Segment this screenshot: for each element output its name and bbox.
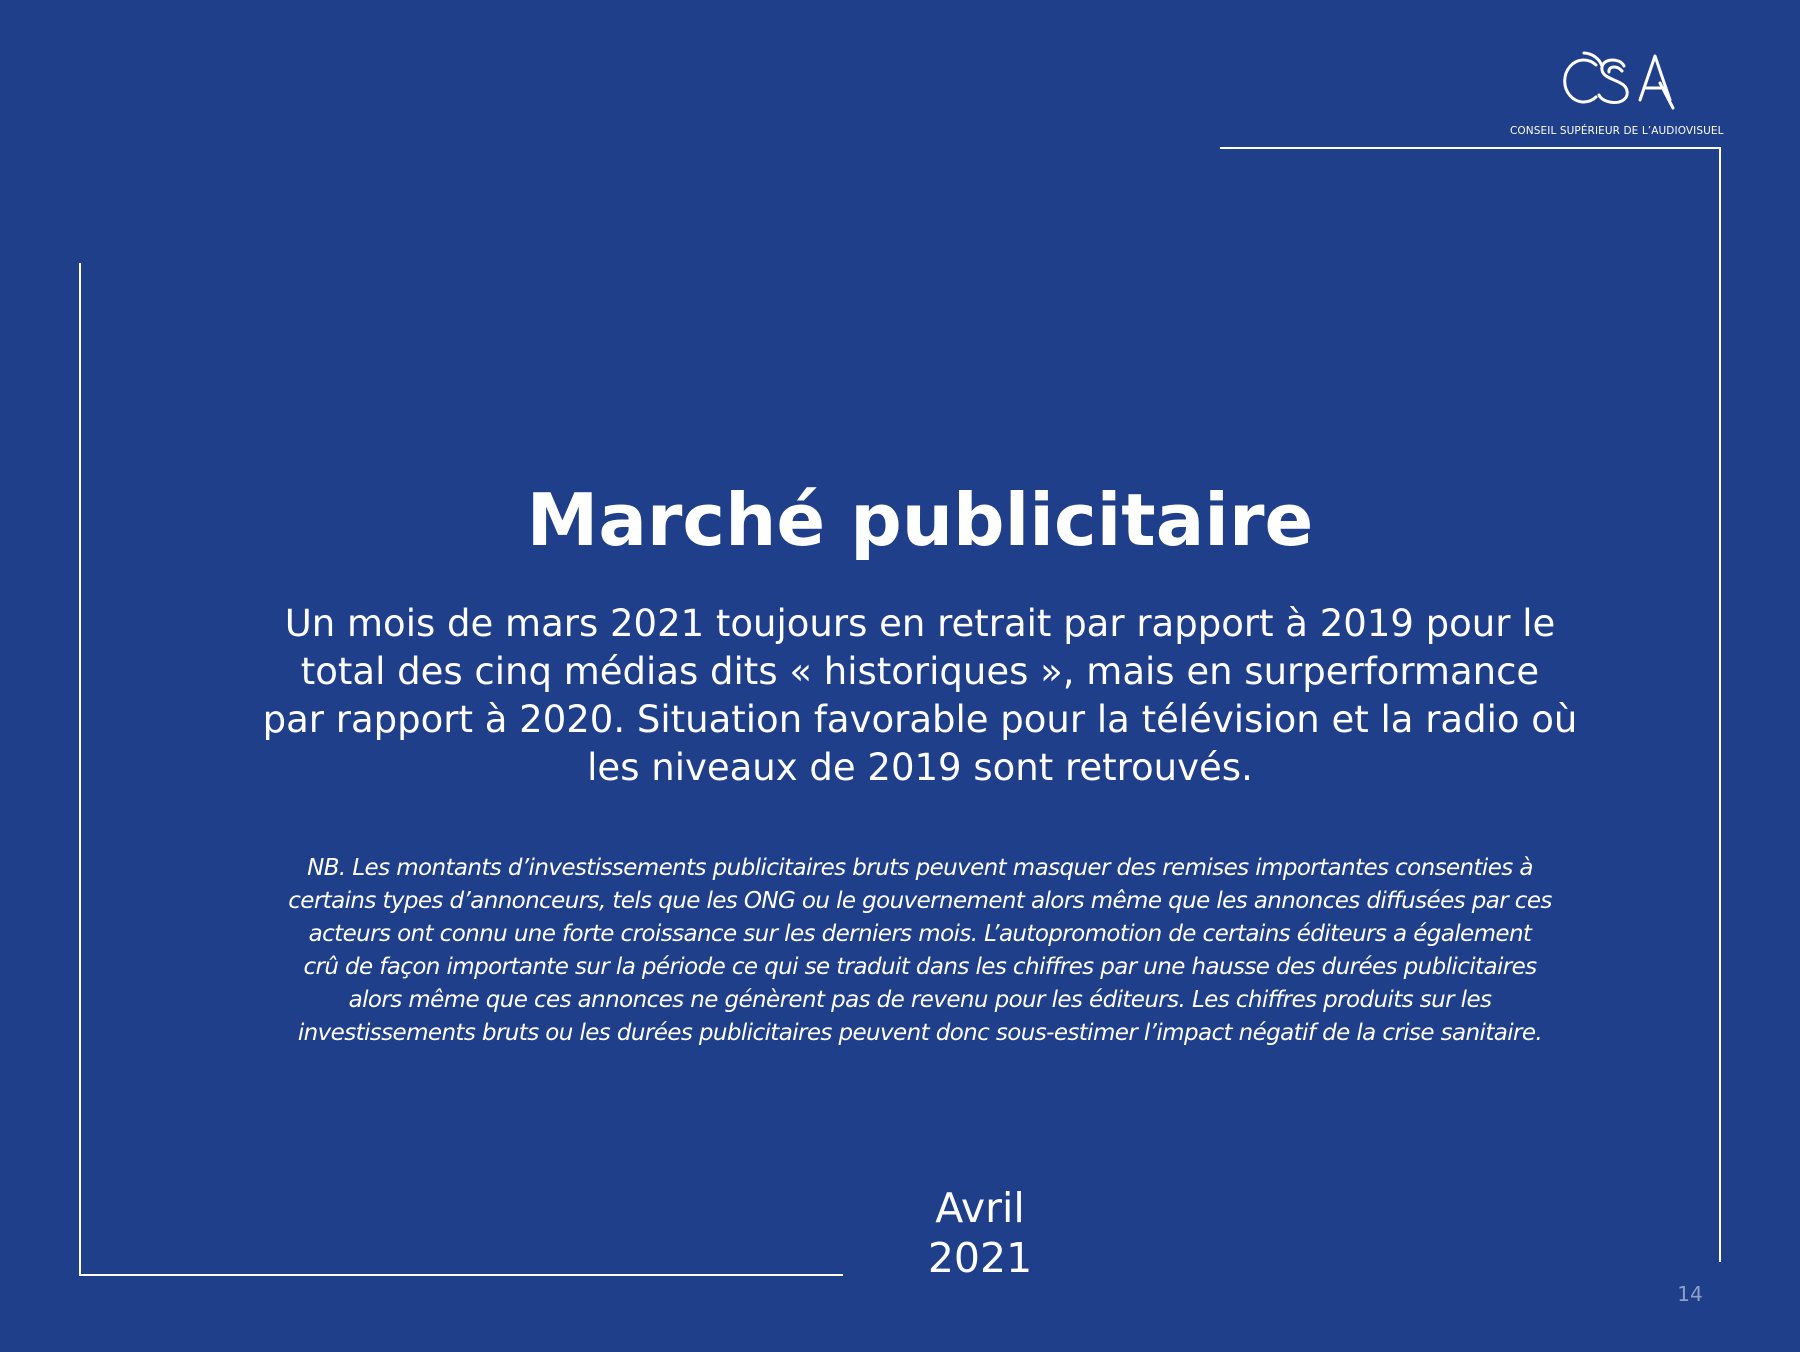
date-month: Avril	[935, 1184, 1025, 1232]
frame-top-line	[1220, 147, 1721, 149]
csa-logo-mark	[1560, 48, 1676, 118]
subtitle-line: les niveaux de 2019 sont retrouvés.	[587, 746, 1253, 789]
note-line: certains types d’annonceurs, tels que les ONG ou le gouvernement alors même que les annonces diffusées par ces	[288, 888, 1552, 914]
slide-title: Marché publicitaire	[526, 478, 1314, 562]
note-line: investissements bruts ou les durées publicitaires peuvent donc sous-estimer l’impact négatif de la crise sanitaire.	[297, 1020, 1543, 1046]
note-line: NB. Les montants d’investissements publicitaires bruts peuvent masquer des remises importantes consenties à	[307, 855, 1533, 881]
note-line: crû de façon importante sur la période ce qui se traduit dans les chiffres par une hausse des durées publicitaires	[303, 954, 1537, 980]
frame-right-line	[1719, 147, 1721, 1262]
subtitle-line: par rapport à 2020. Situation favorable pour la télévision et la radio où	[262, 698, 1578, 741]
csa-logo	[1510, 48, 1724, 140]
csa-logo-caption: CONSEIL SUPÉRIEUR DE L’AUDIOVISUEL	[1510, 125, 1724, 137]
page-number: 14	[1677, 1282, 1703, 1306]
subtitle-line: Un mois de mars 2021 toujours en retrait par rapport à 2019 pour le	[284, 602, 1556, 645]
frame-bottom-line	[79, 1274, 843, 1276]
date-year: 2021	[927, 1234, 1033, 1282]
slide-subtitle	[200, 600, 1640, 792]
frame-left-line	[79, 263, 81, 1276]
slide-date	[880, 1183, 1080, 1283]
subtitle-line: total des cinq médias dits « historiques », mais en surperformance	[300, 650, 1540, 693]
note-line: acteurs ont connu une forte croissance sur les derniers mois. L’autopromotion de certains éditeurs a également	[308, 921, 1532, 947]
slide-note	[222, 852, 1618, 1050]
note-line: alors même que ces annonces ne génèrent pas de revenu pour les éditeurs. Les chiffres produits sur les	[348, 987, 1492, 1013]
